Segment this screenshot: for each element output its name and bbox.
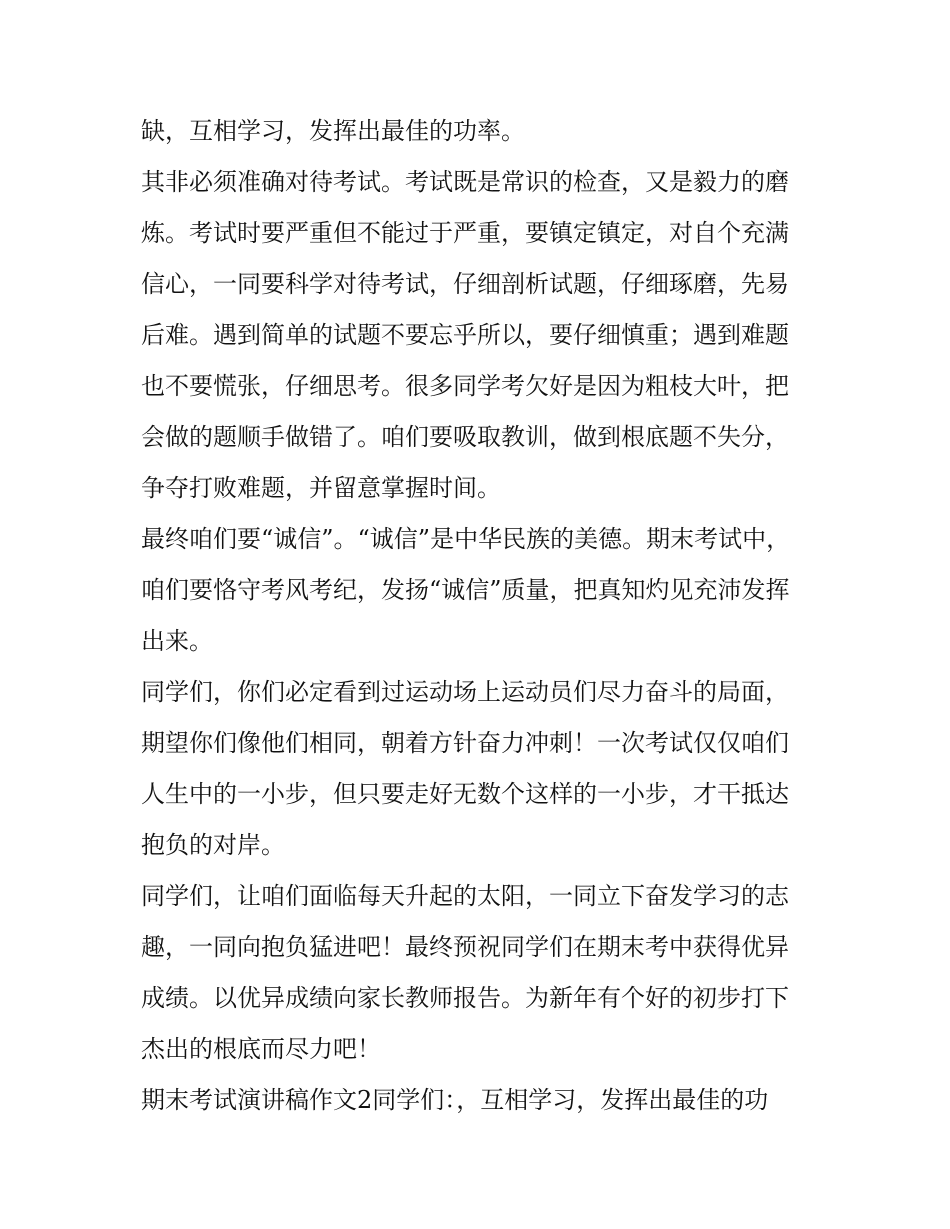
text-line: 同学们，让咱们面临每天升起的太阳，一同立下奋发学习的志 <box>141 882 789 910</box>
text-line: 缺，互相学习，发挥出最佳的功率。 <box>141 117 525 145</box>
text-line: 期望你们像他们相同，朝着方针奋力冲刺！一次考试仅仅咱们 <box>141 729 789 757</box>
text-line: 人生中的一小步，但只要走好无数个这样的一小步，才干抵达 <box>141 780 789 808</box>
text-line: 其非必须准确对待考试。考试既是常识的检查，又是毅力的磨 <box>141 168 789 196</box>
text-line: 炼。考试时要严重但不能过于严重，要镇定镇定，对自个充满 <box>141 219 789 247</box>
text-line: 杰出的根底而尽力吧！ <box>141 1035 381 1063</box>
text-line: 咱们要恪守考风考纪，发扬“诚信”质量，把真知灼见充沛发挥 <box>141 576 790 604</box>
text-line: 趣，一同向抱负猛进吧！最终预祝同学们在期末考中获得优异 <box>141 933 789 961</box>
text-line: 会做的题顺手做错了。咱们要吸取教训，做到根底题不失分， <box>141 423 789 451</box>
text-line: 争夺打败难题，并留意掌握时间。 <box>141 474 501 502</box>
text-line: 抱负的对岸。 <box>141 831 285 859</box>
paragraph-6 <box>141 1075 813 1126</box>
text-line: 后难。遇到简单的试题不要忘乎所以，要仔细慎重；遇到难题 <box>141 321 789 349</box>
paragraph-4 <box>141 667 813 871</box>
text-line: 最终咱们要“诚信”。“诚信”是中华民族的美德。期末考试中， <box>141 525 791 553</box>
text-line: 期末考试演讲稿作文2同学们：，互相学习，发挥出最佳的功 <box>141 1086 769 1114</box>
paragraph-3 <box>141 514 813 667</box>
text-line: 信心，一同要科学对待考试，仔细剖析试题，仔细琢磨，先易 <box>141 270 789 298</box>
text-line: 出来。 <box>141 627 213 655</box>
text-line: 成绩。以优异成绩向家长教师报告。为新年有个好的初步打下 <box>141 984 789 1012</box>
paragraph-1 <box>141 106 813 157</box>
paragraph-2 <box>141 157 813 514</box>
text-line: 同学们，你们必定看到过运动场上运动员们尽力奋斗的局面， <box>141 678 789 706</box>
document-body <box>141 106 813 1126</box>
text-line: 也不要慌张，仔细思考。很多同学考欠好是因为粗枝大叶，把 <box>141 372 789 400</box>
paragraph-5 <box>141 871 813 1075</box>
